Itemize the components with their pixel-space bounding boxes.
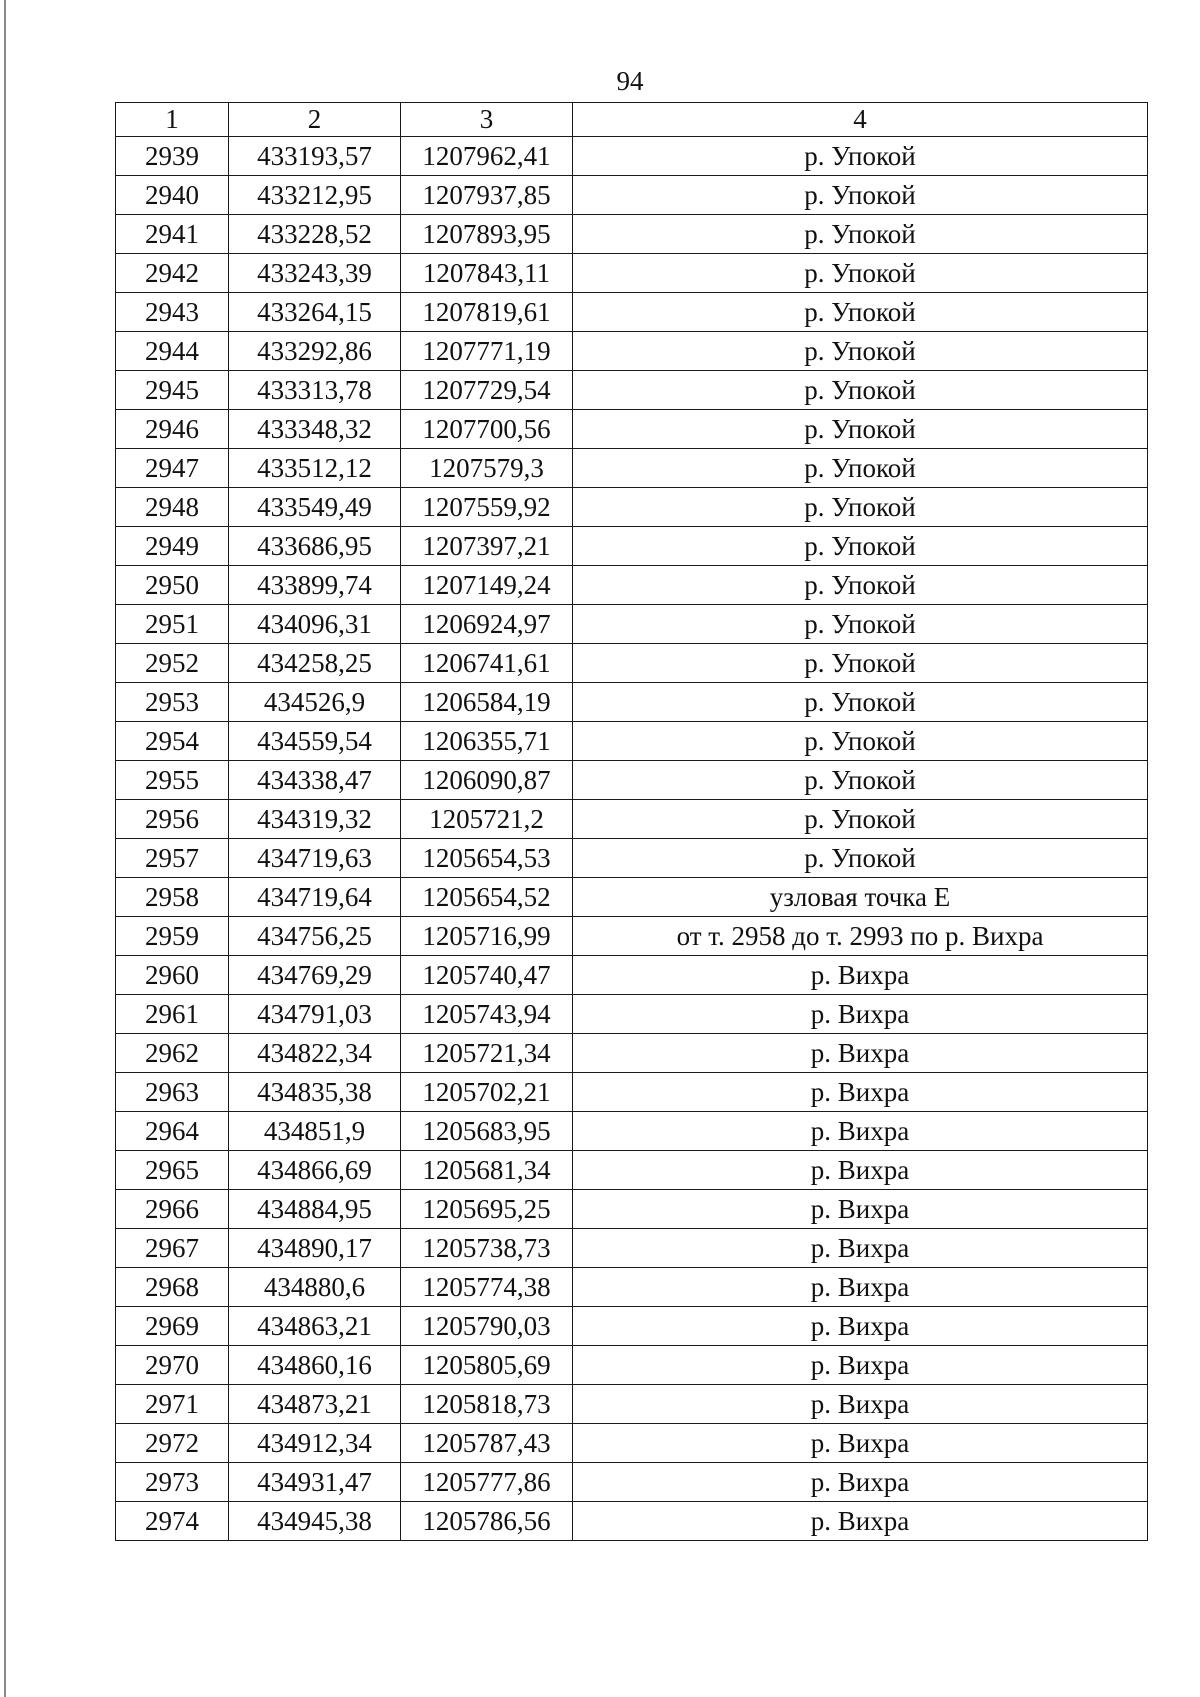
point-number-cell: 2968 xyxy=(116,1268,229,1307)
table-row xyxy=(116,1307,1148,1346)
header-col-1: 1 xyxy=(116,103,229,137)
y-coordinate-cell: 1205787,43 xyxy=(401,1424,573,1463)
description-cell: р. Вихра xyxy=(573,1151,1148,1190)
point-number-cell: 2942 xyxy=(116,254,229,293)
description-cell: р. Упокой xyxy=(573,566,1148,605)
x-coordinate-cell: 434791,03 xyxy=(229,995,401,1034)
y-coordinate-cell: 1207962,41 xyxy=(401,137,573,176)
y-coordinate-cell: 1205695,25 xyxy=(401,1190,573,1229)
description-cell: р. Упокой xyxy=(573,761,1148,800)
table-row xyxy=(116,683,1148,722)
x-coordinate-cell: 433549,49 xyxy=(229,488,401,527)
x-coordinate-cell: 433313,78 xyxy=(229,371,401,410)
y-coordinate-cell: 1205786,56 xyxy=(401,1502,573,1541)
point-number-cell: 2973 xyxy=(116,1463,229,1502)
table-row xyxy=(116,917,1148,956)
point-number-cell: 2947 xyxy=(116,449,229,488)
point-number-cell: 2952 xyxy=(116,644,229,683)
description-cell: р. Вихра xyxy=(573,995,1148,1034)
y-coordinate-cell: 1205683,95 xyxy=(401,1112,573,1151)
table-row xyxy=(116,761,1148,800)
x-coordinate-cell: 433686,95 xyxy=(229,527,401,566)
coordinates-table xyxy=(115,102,1148,1541)
table-row xyxy=(116,137,1148,176)
x-coordinate-cell: 433292,86 xyxy=(229,332,401,371)
y-coordinate-cell: 1205716,99 xyxy=(401,917,573,956)
header-col-3: 3 xyxy=(401,103,573,137)
description-cell: р. Вихра xyxy=(573,1112,1148,1151)
table-row xyxy=(116,488,1148,527)
y-coordinate-cell: 1207559,92 xyxy=(401,488,573,527)
x-coordinate-cell: 434835,38 xyxy=(229,1073,401,1112)
table-row xyxy=(116,1229,1148,1268)
table-row xyxy=(116,1151,1148,1190)
table-row xyxy=(116,1424,1148,1463)
point-number-cell: 2967 xyxy=(116,1229,229,1268)
table-row xyxy=(116,1463,1148,1502)
point-number-cell: 2949 xyxy=(116,527,229,566)
x-coordinate-cell: 434863,21 xyxy=(229,1307,401,1346)
table-row xyxy=(116,215,1148,254)
x-coordinate-cell: 434945,38 xyxy=(229,1502,401,1541)
description-cell: р. Вихра xyxy=(573,1229,1148,1268)
description-cell: р. Упокой xyxy=(573,605,1148,644)
y-coordinate-cell: 1205681,34 xyxy=(401,1151,573,1190)
description-cell: р. Упокой xyxy=(573,176,1148,215)
point-number-cell: 2958 xyxy=(116,878,229,917)
point-number-cell: 2954 xyxy=(116,722,229,761)
point-number-cell: 2966 xyxy=(116,1190,229,1229)
table-header xyxy=(116,103,1148,137)
description-cell: р. Упокой xyxy=(573,839,1148,878)
description-cell: р. Вихра xyxy=(573,956,1148,995)
description-cell: р. Вихра xyxy=(573,1034,1148,1073)
x-coordinate-cell: 434756,25 xyxy=(229,917,401,956)
table-row xyxy=(116,1502,1148,1541)
table-row xyxy=(116,995,1148,1034)
description-cell: р. Вихра xyxy=(573,1385,1148,1424)
y-coordinate-cell: 1205654,52 xyxy=(401,878,573,917)
table-row xyxy=(116,1385,1148,1424)
description-cell: р. Упокой xyxy=(573,644,1148,683)
table-row xyxy=(116,605,1148,644)
description-cell: р. Упокой xyxy=(573,449,1148,488)
description-cell: р. Упокой xyxy=(573,410,1148,449)
table-row xyxy=(116,1190,1148,1229)
point-number-cell: 2969 xyxy=(116,1307,229,1346)
table-body xyxy=(116,137,1148,1541)
y-coordinate-cell: 1205774,38 xyxy=(401,1268,573,1307)
y-coordinate-cell: 1205702,21 xyxy=(401,1073,573,1112)
y-coordinate-cell: 1206741,61 xyxy=(401,644,573,683)
x-coordinate-cell: 434719,63 xyxy=(229,839,401,878)
description-cell: р. Упокой xyxy=(573,137,1148,176)
header-col-2: 2 xyxy=(229,103,401,137)
x-coordinate-cell: 434860,16 xyxy=(229,1346,401,1385)
description-cell: р. Упокой xyxy=(573,722,1148,761)
point-number-cell: 2955 xyxy=(116,761,229,800)
table-row xyxy=(116,254,1148,293)
x-coordinate-cell: 434719,64 xyxy=(229,878,401,917)
description-cell: р. Упокой xyxy=(573,293,1148,332)
description-cell: р. Вихра xyxy=(573,1268,1148,1307)
point-number-cell: 2948 xyxy=(116,488,229,527)
point-number-cell: 2962 xyxy=(116,1034,229,1073)
y-coordinate-cell: 1207843,11 xyxy=(401,254,573,293)
table-row xyxy=(116,956,1148,995)
table-row xyxy=(116,644,1148,683)
point-number-cell: 2939 xyxy=(116,137,229,176)
point-number-cell: 2971 xyxy=(116,1385,229,1424)
point-number-cell: 2961 xyxy=(116,995,229,1034)
x-coordinate-cell: 434890,17 xyxy=(229,1229,401,1268)
table-row xyxy=(116,1112,1148,1151)
header-col-4: 4 xyxy=(573,103,1148,137)
y-coordinate-cell: 1205738,73 xyxy=(401,1229,573,1268)
x-coordinate-cell: 433899,74 xyxy=(229,566,401,605)
table-row xyxy=(116,293,1148,332)
description-cell: узловая точка Е xyxy=(573,878,1148,917)
point-number-cell: 2970 xyxy=(116,1346,229,1385)
x-coordinate-cell: 434851,9 xyxy=(229,1112,401,1151)
y-coordinate-cell: 1207149,24 xyxy=(401,566,573,605)
x-coordinate-cell: 434822,34 xyxy=(229,1034,401,1073)
page-number: 94 xyxy=(616,66,644,96)
y-coordinate-cell: 1205740,47 xyxy=(401,956,573,995)
description-cell: р. Вихра xyxy=(573,1502,1148,1541)
y-coordinate-cell: 1207397,21 xyxy=(401,527,573,566)
point-number-cell: 2943 xyxy=(116,293,229,332)
description-cell: р. Упокой xyxy=(573,215,1148,254)
x-coordinate-cell: 434931,47 xyxy=(229,1463,401,1502)
point-number-cell: 2960 xyxy=(116,956,229,995)
y-coordinate-cell: 1207937,85 xyxy=(401,176,573,215)
table-row xyxy=(116,176,1148,215)
x-coordinate-cell: 433243,39 xyxy=(229,254,401,293)
x-coordinate-cell: 433228,52 xyxy=(229,215,401,254)
x-coordinate-cell: 434526,9 xyxy=(229,683,401,722)
header-row xyxy=(116,103,1148,137)
y-coordinate-cell: 1205805,69 xyxy=(401,1346,573,1385)
description-cell: р. Упокой xyxy=(573,371,1148,410)
y-coordinate-cell: 1206090,87 xyxy=(401,761,573,800)
y-coordinate-cell: 1205721,2 xyxy=(401,800,573,839)
point-number-cell: 2950 xyxy=(116,566,229,605)
description-cell: р. Упокой xyxy=(573,488,1148,527)
y-coordinate-cell: 1207729,54 xyxy=(401,371,573,410)
table-row xyxy=(116,800,1148,839)
x-coordinate-cell: 434559,54 xyxy=(229,722,401,761)
x-coordinate-cell: 434769,29 xyxy=(229,956,401,995)
x-coordinate-cell: 434338,47 xyxy=(229,761,401,800)
x-coordinate-cell: 433264,15 xyxy=(229,293,401,332)
point-number-cell: 2957 xyxy=(116,839,229,878)
y-coordinate-cell: 1205790,03 xyxy=(401,1307,573,1346)
y-coordinate-cell: 1205721,34 xyxy=(401,1034,573,1073)
table-row xyxy=(116,566,1148,605)
x-coordinate-cell: 434096,31 xyxy=(229,605,401,644)
page-edge-line xyxy=(4,0,6,1697)
x-coordinate-cell: 433512,12 xyxy=(229,449,401,488)
x-coordinate-cell: 434873,21 xyxy=(229,1385,401,1424)
y-coordinate-cell: 1207771,19 xyxy=(401,332,573,371)
description-cell: р. Вихра xyxy=(573,1073,1148,1112)
description-cell: р. Упокой xyxy=(573,332,1148,371)
table-row xyxy=(116,371,1148,410)
point-number-cell: 2945 xyxy=(116,371,229,410)
y-coordinate-cell: 1206355,71 xyxy=(401,722,573,761)
x-coordinate-cell: 434884,95 xyxy=(229,1190,401,1229)
description-cell: р. Вихра xyxy=(573,1463,1148,1502)
table-row xyxy=(116,1034,1148,1073)
description-cell: р. Упокой xyxy=(573,527,1148,566)
x-coordinate-cell: 434880,6 xyxy=(229,1268,401,1307)
table-row xyxy=(116,527,1148,566)
point-number-cell: 2959 xyxy=(116,917,229,956)
point-number-cell: 2946 xyxy=(116,410,229,449)
x-coordinate-cell: 433193,57 xyxy=(229,137,401,176)
table-row xyxy=(116,449,1148,488)
point-number-cell: 2944 xyxy=(116,332,229,371)
y-coordinate-cell: 1207700,56 xyxy=(401,410,573,449)
description-cell: р. Упокой xyxy=(573,800,1148,839)
description-cell: р. Упокой xyxy=(573,254,1148,293)
table-row xyxy=(116,410,1148,449)
point-number-cell: 2964 xyxy=(116,1112,229,1151)
y-coordinate-cell: 1207819,61 xyxy=(401,293,573,332)
y-coordinate-cell: 1207579,3 xyxy=(401,449,573,488)
x-coordinate-cell: 434319,32 xyxy=(229,800,401,839)
point-number-cell: 2974 xyxy=(116,1502,229,1541)
point-number-cell: 2941 xyxy=(116,215,229,254)
x-coordinate-cell: 434866,69 xyxy=(229,1151,401,1190)
y-coordinate-cell: 1206584,19 xyxy=(401,683,573,722)
description-cell: р. Вихра xyxy=(573,1190,1148,1229)
point-number-cell: 2953 xyxy=(116,683,229,722)
table-row xyxy=(116,1346,1148,1385)
description-cell: р. Вихра xyxy=(573,1307,1148,1346)
x-coordinate-cell: 434258,25 xyxy=(229,644,401,683)
y-coordinate-cell: 1205654,53 xyxy=(401,839,573,878)
description-cell: р. Вихра xyxy=(573,1424,1148,1463)
point-number-cell: 2951 xyxy=(116,605,229,644)
y-coordinate-cell: 1205743,94 xyxy=(401,995,573,1034)
table-row xyxy=(116,878,1148,917)
table-row xyxy=(116,332,1148,371)
y-coordinate-cell: 1205777,86 xyxy=(401,1463,573,1502)
table-row xyxy=(116,1073,1148,1112)
table-row xyxy=(116,722,1148,761)
description-cell: р. Упокой xyxy=(573,683,1148,722)
x-coordinate-cell: 434912,34 xyxy=(229,1424,401,1463)
y-coordinate-cell: 1206924,97 xyxy=(401,605,573,644)
point-number-cell: 2940 xyxy=(116,176,229,215)
description-cell: от т. 2958 до т. 2993 по р. Вихра xyxy=(573,917,1148,956)
table-row xyxy=(116,1268,1148,1307)
point-number-cell: 2965 xyxy=(116,1151,229,1190)
point-number-cell: 2972 xyxy=(116,1424,229,1463)
description-cell: р. Вихра xyxy=(573,1346,1148,1385)
x-coordinate-cell: 433348,32 xyxy=(229,410,401,449)
y-coordinate-cell: 1205818,73 xyxy=(401,1385,573,1424)
x-coordinate-cell: 433212,95 xyxy=(229,176,401,215)
y-coordinate-cell: 1207893,95 xyxy=(401,215,573,254)
point-number-cell: 2963 xyxy=(116,1073,229,1112)
table-row xyxy=(116,839,1148,878)
point-number-cell: 2956 xyxy=(116,800,229,839)
